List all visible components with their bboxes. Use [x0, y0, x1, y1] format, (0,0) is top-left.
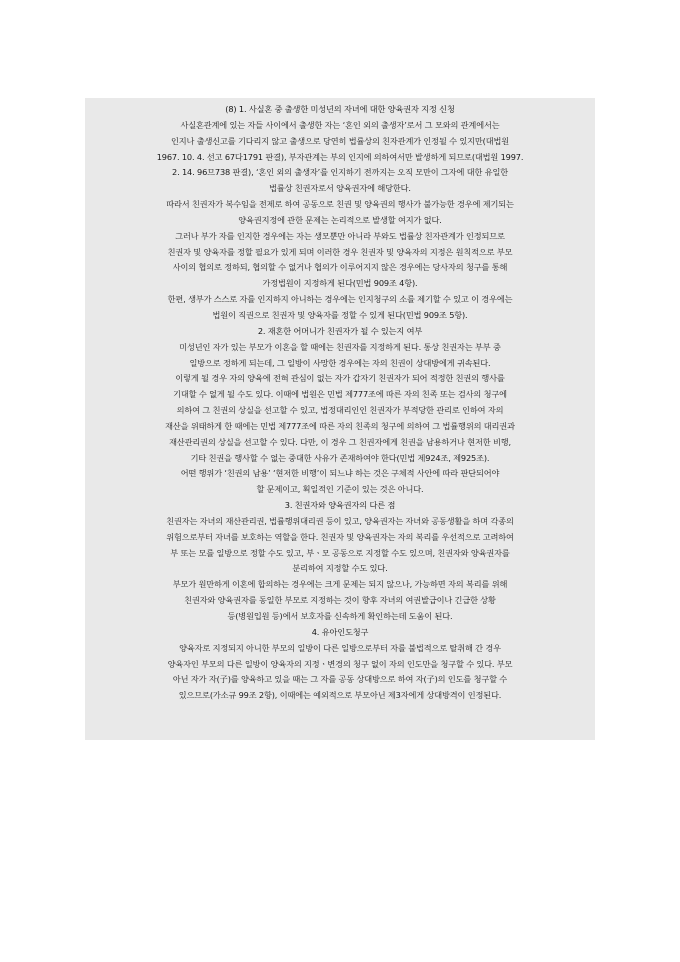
text-line: 그러나 부가 자를 인지한 경우에는 자는 생모뿐만 아니라 부와도 법률상 친자관계가 인정되므로 [175, 230, 505, 241]
text-line: 따라서 친권자가 복수임을 전제로 하여 공동으로 친권 및 양육권의 행사가 불가능한 경우에 제기되는 [166, 199, 514, 210]
text-line: 친권자와 양육권자를 동일한 부모로 지정하는 것이 향후 자녀의 여권발급이나 긴급한 상황 [184, 595, 496, 606]
text-line: 인지나 출생신고를 기다리지 않고 출생으로 당연히 법률상의 친자관계가 인정될 수 있지만(대법원 [171, 135, 509, 146]
text-line: 할 문제이고, 획일적인 기준이 있는 것은 아니다. [256, 484, 424, 495]
text-line: 재산을 위태하게 한 때에는 민법 제777조에 따른 자의 친족의 청구에 의하여 그 법률행위의 대리권과 [165, 420, 515, 431]
text-line: 양육자인 부모의 다른 일방이 양육자의 지정ㆍ변경의 청구 없이 자의 인도만을 청구할 수 있다. 부모 [167, 658, 513, 669]
text-line: 양육권지정에 관한 문제는 논리적으로 발생할 여지가 없다. [238, 214, 442, 225]
section-heading: (8) 1. 사실혼 중 출생한 미성년의 자녀에 대한 양육권자 지정 신청 [225, 104, 455, 114]
text-line: 등(병원입원 등)에서 보호자를 신속하게 확인하는데 도움이 된다. [227, 611, 453, 621]
text-line: 양육자로 지정되지 아니한 부모의 일방이 다른 일방으로부터 자를 불법적으로 탈취해 간 경우 [179, 642, 501, 653]
text-line: 이렇게 될 경우 자의 양육에 전혀 관심이 없는 자가 갑자기 친권자가 되어 적정한 친권의 행사를 [175, 373, 505, 384]
text-line: 사이의 협의로 정하되, 협의할 수 없거나 협의가 이루어지지 않은 경우에는 당사자의 청구를 통해 [172, 262, 508, 273]
text-line: 부 또는 모를 일방으로 정할 수도 있고, 부ㆍ모 공동으로 지정할 수도 있으며, 친권자와 양육권자를 [170, 547, 510, 558]
text-line: 법률상 친권자로서 양육권자에 해당한다. [269, 183, 411, 194]
text-line: 의하여 그 친권의 상실을 선고할 수 있고, 법정대리인인 친권자가 부적당한 관리로 인하여 자의 [176, 405, 504, 416]
text-line: 재산관리권의 상실을 선고할 수 있다. 다만, 이 경우 그 친권자에게 친권을 남용하거나 현저한 비행, [169, 436, 511, 447]
text-line: 친권자 및 양육자를 정할 필요가 있게 되며 이러한 경우 친권자 및 양육자의 지정은 원칙적으로 부모 [167, 246, 513, 257]
text-line: 미성년인 자가 있는 부모가 이혼을 할 때에는 친권자를 지정하게 된다. 통상 친권자는 부부 중 [179, 341, 501, 352]
text-line: 사실혼관계에 있는 자들 사이에서 출생한 자는 ‘혼인 외의 출생자’로서 그 모와의 관계에서는 [180, 119, 500, 130]
section-heading: 3. 친권자와 양육권자의 다른 점 [284, 500, 396, 511]
section-heading: 4. 유아인도청구 [311, 626, 369, 637]
text-line: 위험으로부터 자녀를 보호하는 역할을 한다. 친권자 및 양육권자는 자의 복리를 우선적으로 고려하여 [166, 531, 514, 542]
text-line: 어떤 행위가 ‘친권의 남용’ ‘현저한 비행’이 되느냐 하는 것은 구체적 사안에 따라 판단되어야 [180, 468, 500, 479]
document-panel [85, 98, 595, 740]
text-line: 친권자는 자녀의 재산관리권, 법률행위대리권 등이 있고, 양육권자는 자녀와 공동생활을 하며 각종의 [166, 515, 514, 526]
text-line: 아닌 자가 자(子)를 양육하고 있을 때는 그 자를 공동 상대방으로 하여 자(子)의 인도를 청구할 수 [172, 674, 508, 685]
text-line: 기대할 수 없게 될 수도 있다. 이때에 법원은 민법 제777조에 따른 자의 친족 또는 검사의 청구에 [173, 389, 507, 400]
text-line: 부모가 원만하게 이혼에 합의하는 경우에는 크게 문제는 되지 않으나, 가능하면 자의 복리를 위해 [172, 579, 508, 590]
text-line: 법원이 직권으로 친권자 및 양육자를 정할 수 있게 된다(민법 909조 5항). [212, 309, 468, 320]
text-line: 있으므로(가소규 99조 2항), 이때에는 예외적으로 부모아닌 제3자에게 상대방격이 인정된다. [178, 690, 502, 701]
text-line: 2. 14. 96므738 판결), ‘혼인 외의 출생자’를 인지하기 전까지는 오직 모만이 그자에 대한 유일한 [172, 167, 508, 178]
section-heading: 2. 재혼한 어머니가 친권자가 될 수 있는지 여부 [257, 325, 423, 336]
text-line: 가정법원이 지정하게 된다(민법 909조 4항). [262, 278, 418, 289]
text-line: 분리하여 지정할 수도 있다. [292, 563, 388, 574]
text-line: 한편, 생부가 스스로 자를 인지하지 아니하는 경우에는 인지청구의 소를 제기할 수 있고 이 경우에는 [167, 294, 513, 305]
text-line: 기타 친권을 행사할 수 없는 중대한 사유가 존재하여야 한다(민법 제924조, 제925조). [190, 452, 490, 463]
document-body [89, 102, 591, 704]
text-line: 1967. 10. 4. 선고 67다1791 판결), 부자관계는 부의 인지에 의하여서만 발생하게 되므로(대법원 1997. [156, 151, 524, 162]
text-line: 일방으로 정하게 되는데, 그 일방이 사망한 경우에는 자의 친권이 상대방에게 귀속된다. [189, 357, 491, 368]
